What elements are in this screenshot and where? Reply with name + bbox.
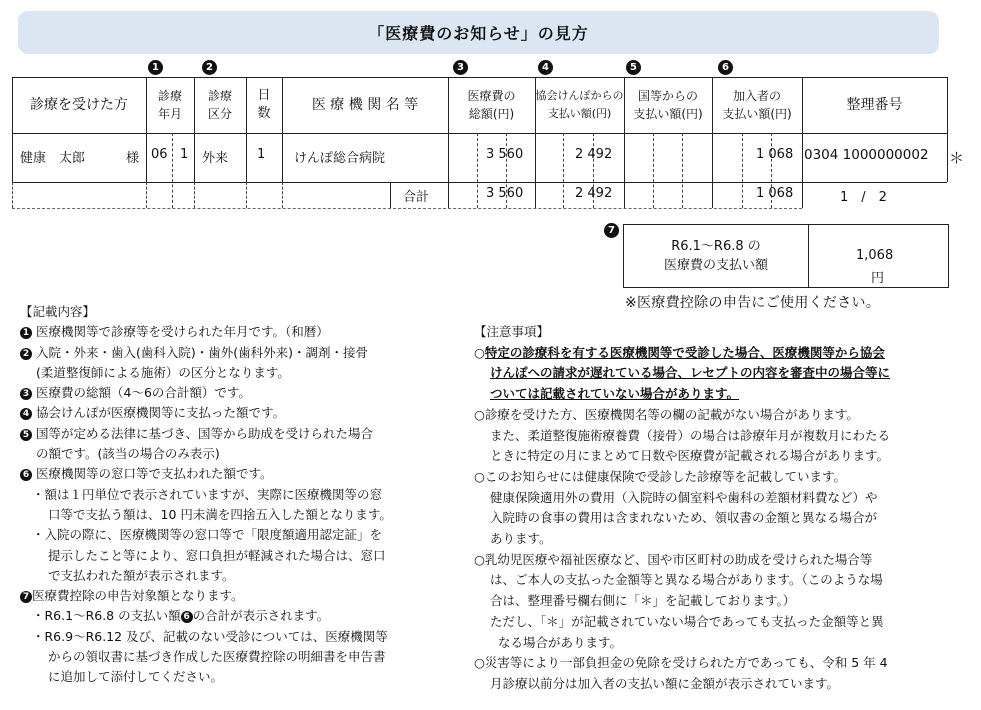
marker-1: 1 bbox=[20, 327, 32, 339]
description-item-7-sub-1 bbox=[20, 606, 460, 626]
description-item-1-text: 医療機関等で診療等を受けられた年月です。（和暦） bbox=[35, 324, 329, 340]
description-item-2 bbox=[20, 343, 460, 363]
notes-line-9: 入院時の食事の費用は含まれないため、領収書の金額と異なる場合が bbox=[490, 510, 878, 526]
marker-2: 2 bbox=[20, 348, 32, 360]
column-marker-1: 1 bbox=[148, 60, 163, 75]
description-item-6-sub-5: で支払われた額が表示されます。 bbox=[48, 567, 235, 583]
row-ref-no: 0304 1000000002 bbox=[804, 147, 929, 163]
notes-line-16: ○災害等により一部負担金の免除を受けられた方であっても、令和 5 年 4 bbox=[474, 655, 888, 671]
page-title-text: 「医療費のお知らせ」の見方 bbox=[368, 24, 589, 43]
header-category-line1: 診療 bbox=[207, 89, 232, 103]
header-total bbox=[448, 77, 535, 133]
payment-summary-label bbox=[624, 225, 809, 287]
row-member: 1 068 bbox=[756, 147, 794, 162]
header-ref-no: 整理番号 bbox=[846, 97, 903, 113]
marker-7: 7 bbox=[20, 591, 32, 603]
notes-line-10: あります。 bbox=[490, 531, 552, 547]
row-year: 06 bbox=[151, 147, 168, 162]
header-public-line1: 国等からの bbox=[637, 89, 698, 103]
notes-line-8: 健康保険適用外の費用（入院時の個室料や歯科の差額材料費など）や bbox=[490, 489, 878, 505]
row-month: 1 bbox=[180, 147, 189, 162]
notes-line-3: ついては記載されていない場合があります。 bbox=[490, 386, 740, 402]
description-item-4 bbox=[20, 403, 460, 423]
notes-line-12: は、ご本人の支払った金額等と異なる場合があります。（このような場 bbox=[490, 572, 883, 588]
row-honorific: 様 bbox=[126, 151, 140, 166]
description-item-4-text: 協会けんぽが医療機関等に支払った額です。 bbox=[35, 405, 285, 421]
header-year-month-line1: 診療 bbox=[157, 89, 182, 103]
description-item-7-sub-2: ・R6.9～R6.12 及び、記載のない受診については、医療機関等 bbox=[32, 628, 388, 644]
payment-summary-label-line1: R6.1～R6.8 の bbox=[671, 239, 761, 254]
payment-summary-amount-cell bbox=[809, 225, 948, 287]
marker-5: 5 bbox=[20, 429, 32, 441]
header-category bbox=[194, 77, 246, 133]
notes-bullet: ○ bbox=[474, 344, 485, 360]
header-year-month bbox=[146, 77, 194, 133]
column-marker-5: 5 bbox=[626, 60, 641, 75]
payment-summary-label-line2: 医療費の支払い額 bbox=[663, 258, 768, 273]
header-days-line2: 数 bbox=[257, 106, 271, 121]
header-patient: 診療を受けた方 bbox=[30, 97, 128, 113]
sum-page: 1 / 2 bbox=[840, 190, 887, 205]
notes-line-1-text: 特定の診療科を有する医療機関等で受診した場合、医療機関等から協会 bbox=[484, 344, 885, 360]
description-item-6-sub-1: ・額は１円単位で表示されていますが、実際に医療機関等の窓 bbox=[32, 486, 383, 502]
notes-line-5: また、柔道整復施術療養費（接骨）の場合は診療年月が複数月にわたる bbox=[490, 427, 891, 443]
notes-line-2: けんぽへの請求が遅れている場合、レセプトの内容を審査中の場合等に bbox=[490, 365, 891, 381]
description-item-7-sub-1-post: の合計が表示されます。 bbox=[192, 608, 330, 624]
header-category-line2: 区分 bbox=[207, 107, 232, 121]
page-title bbox=[18, 11, 939, 54]
description-item-7-text: 医療費控除の申告対象額となります。 bbox=[32, 588, 244, 604]
header-public-line2: 支払い額(円) bbox=[633, 107, 703, 121]
payment-summary-amount: 1,068 bbox=[856, 248, 894, 263]
payment-summary-box bbox=[623, 224, 949, 288]
description-item-7-sub-1-pre: ・R6.1～R6.8 の支払い額 bbox=[32, 608, 181, 624]
description-item-2-text-2: (柔道整復師による施術）の区分となります。 bbox=[36, 364, 290, 380]
description-item-6-sub-3: ・入院の際に、医療機関等の窓口等で「限度額適用認定証」を bbox=[32, 527, 383, 543]
notes-line-17: 月診療以前分は加入者の支払い額に金額が表示されています。 bbox=[490, 675, 840, 691]
description-item-5-text-2: の額です。(該当の場合のみ表示) bbox=[36, 446, 220, 462]
header-kyokai bbox=[535, 77, 624, 133]
description-heading: 【記載内容】 bbox=[20, 304, 96, 319]
header-total-line2: 総額(円) bbox=[468, 107, 515, 121]
notes-line-14: ただし、「＊」が記載されていない場合であっても支払った金額等と異 bbox=[490, 613, 884, 629]
notes-line-13: 合は、整理番号欄右側に「＊」を記載しております。） bbox=[490, 593, 796, 609]
row-asterisk: ＊ bbox=[949, 149, 965, 167]
header-member-line1: 加入者の bbox=[732, 89, 781, 103]
marker-6-inline: 6 bbox=[181, 611, 193, 623]
column-marker-2: 2 bbox=[202, 60, 217, 75]
notes-line-1 bbox=[474, 343, 974, 364]
column-marker-4: 4 bbox=[538, 60, 553, 75]
description-item-7-sub-4: に追加して添付してください。 bbox=[48, 669, 224, 685]
marker-4: 4 bbox=[20, 408, 32, 420]
header-public bbox=[624, 77, 712, 133]
sum-total: 3 560 bbox=[486, 186, 524, 201]
header-total-line1: 医療費の bbox=[467, 89, 516, 103]
sum-kyokai: 2 492 bbox=[575, 186, 613, 201]
sum-label: 合計 bbox=[403, 190, 430, 205]
header-kyokai-line2: 支払い額(円) bbox=[547, 107, 612, 120]
deduction-note: ※医療費控除の申告にご使用ください。 bbox=[625, 295, 881, 311]
notes-line-4: ○診療を受けた方、医療機関名等の欄の記載がない場合があります。 bbox=[474, 406, 859, 422]
payment-summary-unit: 円 bbox=[871, 271, 885, 286]
sum-member: 1 068 bbox=[756, 186, 794, 201]
description-item-3 bbox=[20, 383, 460, 403]
description-item-1 bbox=[20, 322, 460, 342]
header-member bbox=[712, 77, 802, 133]
column-marker-3: 3 bbox=[453, 60, 468, 75]
description-item-7-sub-3: からの領収書に基づき作成した医療費控除の明細書を申告書 bbox=[48, 649, 386, 665]
notes-line-11: ○乳幼児医療や福祉医療など、国や市区町村の助成を受けられた場合等 bbox=[474, 551, 873, 567]
notes-line-15: なる場合があります。 bbox=[498, 634, 623, 650]
header-days bbox=[246, 77, 282, 133]
header-member-line2: 支払い額(円) bbox=[722, 107, 792, 121]
description-item-5-text: 国等が定める法律に基づき、国等から助成を受けられた場合 bbox=[35, 425, 373, 441]
marker-3: 3 bbox=[20, 388, 32, 400]
notes-line-7: ○このお知らせには健康保険で受診した診療等を記載しています。 bbox=[474, 468, 847, 484]
notes-heading: 【注意事項】 bbox=[474, 324, 550, 339]
header-kyokai-line1: 協会けんぽからの bbox=[535, 89, 624, 102]
medical-expense-table bbox=[12, 77, 965, 209]
notes-section bbox=[474, 322, 974, 695]
marker-6: 6 bbox=[20, 469, 32, 481]
row-category: 外来 bbox=[202, 151, 229, 166]
description-item-6-sub-2: 口等で支払う額は、10 円未満を四捨五入した額となります。 bbox=[48, 506, 392, 522]
description-item-2-text: 入院・外来・歯入(歯科入院)・歯外(歯科外来)・調剤・接骨 bbox=[35, 344, 368, 360]
row-total: 3 560 bbox=[486, 147, 524, 162]
description-section bbox=[20, 302, 460, 688]
row-patient-name: 健康 太郎 bbox=[20, 151, 86, 166]
column-marker-6: 6 bbox=[718, 60, 733, 75]
description-item-6 bbox=[20, 464, 460, 484]
notes-line-6: ときに特定の月にまとめて日数や医療費が記載される場合があります。 bbox=[490, 448, 890, 464]
summary-marker-7: 7 bbox=[604, 223, 619, 238]
row-days: 1 bbox=[257, 147, 266, 162]
header-days-line1: 日 bbox=[257, 88, 271, 103]
header-year-month-line2: 年月 bbox=[157, 107, 182, 121]
description-item-3-text: 医療費の総額（4～6の合計額）です。 bbox=[35, 385, 251, 401]
description-item-7 bbox=[20, 586, 460, 606]
header-institution: 医 療 機 関 名 等 bbox=[311, 97, 419, 113]
row-institution: けんぽ総合病院 bbox=[294, 151, 386, 166]
description-item-6-sub-4: 提示したこと等により、窓口負担が軽減された場合は、窓口 bbox=[48, 547, 386, 563]
description-item-5 bbox=[20, 424, 460, 444]
row-kyokai: 2 492 bbox=[575, 147, 613, 162]
description-item-6-text: 医療機関等の窓口等で支払われた額です。 bbox=[35, 466, 273, 482]
